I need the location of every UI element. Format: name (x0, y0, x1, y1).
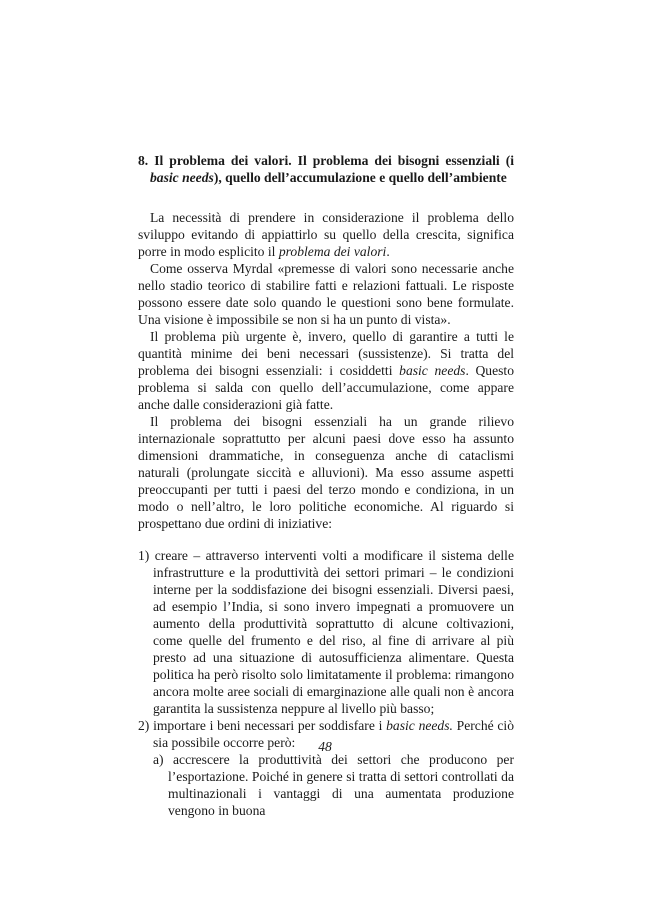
paragraph-text: Come osserva Myrdal «premesse di valori sono necessarie anche nello stadio teorico di stabilire fatti e relazioni fattuali. Le risposte possono essere date solo quando le questioni sono bene formulate. Una visione è impossibile se non si ha un punto di vista». (138, 261, 514, 327)
paragraph (138, 413, 514, 532)
paragraph-text: La necessità di prendere in considerazione il problema dello sviluppo evitando di appiattirlo su quello della crescita, significa porre in modo esplicito il (138, 210, 514, 259)
list-item-text: 1) creare – attraverso interventi volti a modificare il sistema delle infrastrutture e la produttività dei settori primari – le condizioni interne per la soddisfazione dei bisogni essenziali. Diversi paesi, ad esempio l’India, si sono invero impegnati a promuovere un aumento della produttività soprattutto di alcune coltivazioni, come quelle del frumento e del riso, al fine di arrivare al più presto ad una situazione di autosufficienza alimentare. Questa politica ha però risolto solo limitatamente il problema: rimangono ancora molte aree sociali di emarginazione alle quali non è ancora garantita la sussistenza neppure al livello più basso; (138, 548, 514, 716)
paragraph (138, 328, 514, 413)
sub-list-item-text: a) accrescere la produttività dei settori che producono per l’esportazione. Poiché in genere si tratta di settori controllati da multinazionali i vantaggi di una aumentata produzione vengono in buona (153, 752, 514, 818)
paragraph-text: Il problema più urgente è, invero, quello di garantire a tutti le quantità minime dei beni necessari (sussistenze). Si tratta del problema dei bisogni essenziali: i cosiddetti (138, 329, 514, 378)
list-item (138, 717, 514, 819)
list-item (138, 547, 514, 717)
initiatives-list (138, 547, 514, 819)
paragraph-text-end: . Questo problema si salda con quello dell’accumulazione, come appare anche dalle considerazioni già fatte. (138, 363, 514, 412)
page-body (138, 152, 514, 819)
sub-list-item (153, 751, 514, 819)
list-item-text-end: Perché ciò sia possibile occorre però: (153, 718, 515, 750)
paragraph-italic: basic needs (399, 363, 466, 378)
paragraph-text-end: . (386, 244, 390, 259)
list-item-italic: basic needs. (386, 718, 453, 733)
paragraph (138, 209, 514, 260)
paragraph (138, 260, 514, 328)
page-number: 48 (318, 739, 332, 754)
heading-text: 8. Il problema dei valori. Il problema dei bisogni essenziali (i (138, 153, 514, 168)
heading-italic-text: basic needs (150, 170, 214, 185)
list-item-text: 2) importare i beni necessari per soddisfare i (138, 718, 387, 733)
section-heading (138, 152, 514, 186)
heading-text-end: ), quello dell’accumulazione e quello dell’ambiente (213, 170, 507, 185)
sub-list (153, 751, 514, 819)
paragraph-text: Il problema dei bisogni essenziali ha un grande rilievo internazionale soprattutto per alcuni paesi dove esso ha assunto dimensioni drammatiche, in conseguenza anche di cataclismi naturali (prolungate siccità e alluvioni). Ma esso assume aspetti preoccupanti per tutti i paesi del terzo mondo e condiziona, in un modo o nell’altro, le loro politiche economiche. Al riguardo si prospettano due ordini di iniziative: (138, 414, 514, 531)
paragraph-italic: problema dei valori (278, 244, 387, 259)
